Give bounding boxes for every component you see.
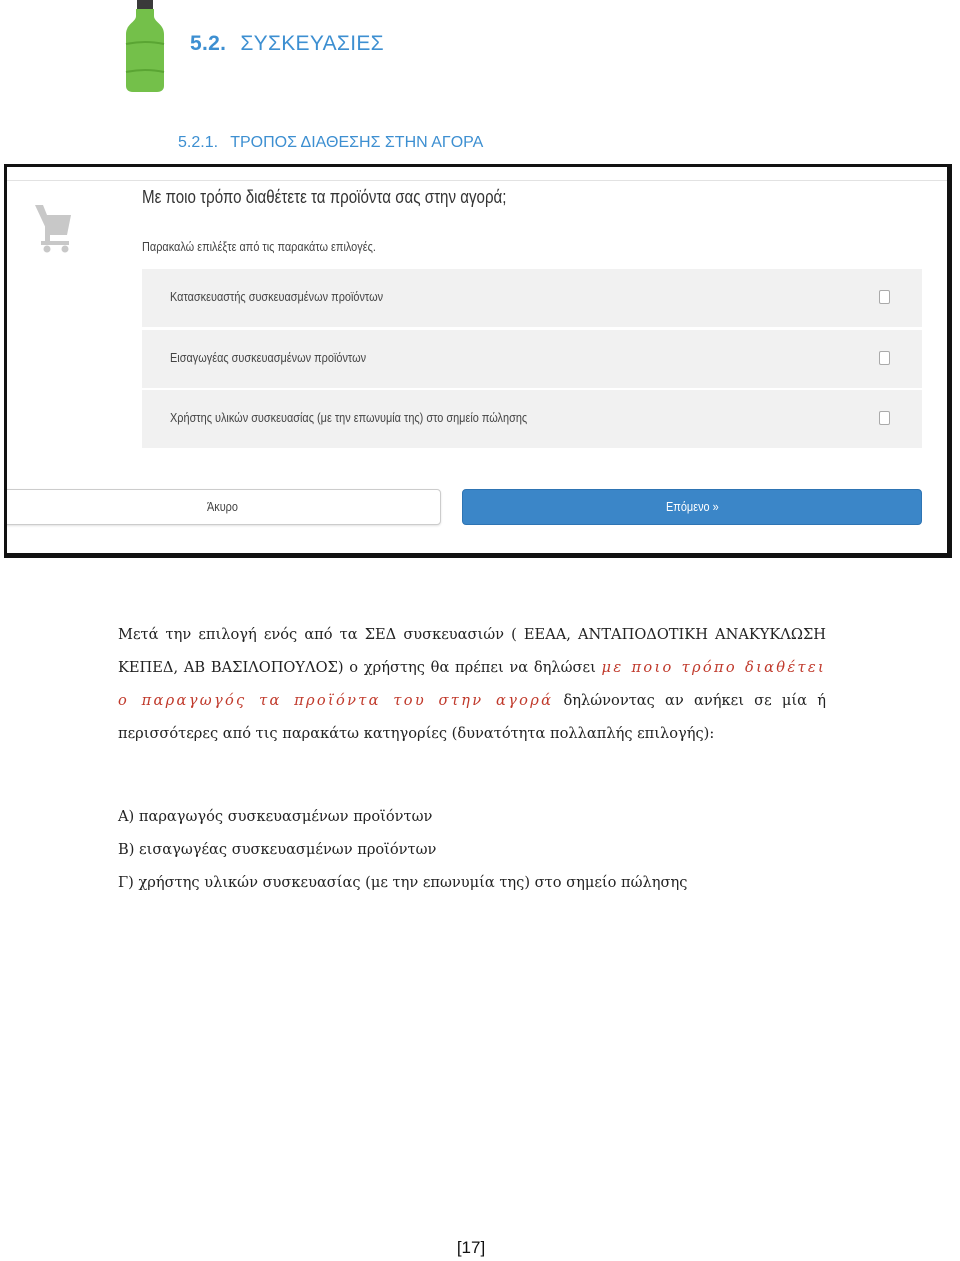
page-number: [17]: [456, 1238, 486, 1257]
subsection-heading: [178, 134, 483, 152]
body-paragraph: [118, 618, 826, 750]
category-list: [118, 800, 687, 899]
divider: [7, 180, 947, 181]
paragraph-text-after: δηλώνοντας αν ανήκει σε μία ή περισσότερες από τις παρακάτω κατηγορίες (δυνατότητα πολλαπλής επιλογής):: [118, 692, 826, 742]
next-button[interactable]: [462, 489, 922, 525]
embedded-screenshot: [4, 164, 952, 558]
option-packaging-user[interactable]: [142, 390, 922, 448]
option-importer[interactable]: [142, 330, 922, 388]
subsection-title: ΤΡΟΠΟΣ ΔΙΑΘΕΣΗΣ ΣΤΗΝ ΑΓΟΡΑ: [230, 134, 484, 151]
list-item: Β) εισαγωγέας συσκευασμένων προϊόντων: [118, 841, 437, 858]
bottle-icon: [124, 0, 166, 92]
option-checkbox[interactable]: [879, 411, 890, 425]
shopping-cart-icon: [35, 201, 73, 253]
option-label: Εισαγωγέας συσκευασμένων προϊόντων: [170, 350, 367, 365]
paragraph-emphasis: με ποιο τρόπο διαθέτει ο παραγωγός τα προϊόντα του στην αγορά: [118, 659, 826, 709]
option-manufacturer[interactable]: [142, 269, 922, 327]
section-heading: [190, 32, 384, 56]
question-title: Με ποιο τρόπο διαθέτετε τα προϊόντα σας στην αγορά;: [142, 187, 507, 207]
paragraph-text-before: Μετά την επιλογή ενός από τα ΣΕΔ συσκευασιών ( ΕΕΑΑ, ΑΝΤΑΠΟΔΟΤΙΚΗ ΑΝΑΚΥΚΛΩΣΗ ΚΕΠΕΔ, ΑΒ ΒΑΣΙΛΟΠΟΥΛΟΣ) ο χρήστης θα πρέπει να δηλώσει: [118, 626, 826, 676]
question-hint: Παρακαλώ επιλέξτε από τις παρακάτω επιλογές.: [142, 239, 376, 254]
section-number: 5.2.: [190, 32, 227, 55]
option-label: Χρήστης υλικών συσκευασίας (με την επωνυμία της) στο σημείο πώλησης: [170, 410, 528, 425]
cancel-button-label: Άκυρο: [206, 499, 238, 514]
option-label: Κατασκευαστής συσκευασμένων προϊόντων: [170, 289, 384, 304]
option-checkbox[interactable]: [879, 351, 890, 365]
section-title: ΣΥΣΚΕΥΑΣΙΕΣ: [240, 32, 384, 55]
cancel-button[interactable]: [4, 489, 441, 525]
list-item: Γ) χρήστης υλικών συσκευασίας (με την επωνυμία της) στο σημείο πώλησης: [118, 874, 688, 891]
list-item: Α) παραγωγός συσκευασμένων προϊόντων: [118, 808, 433, 825]
option-checkbox[interactable]: [879, 290, 890, 304]
subsection-number: 5.2.1.: [178, 134, 219, 151]
next-button-label: Επόμενο »: [665, 499, 719, 514]
